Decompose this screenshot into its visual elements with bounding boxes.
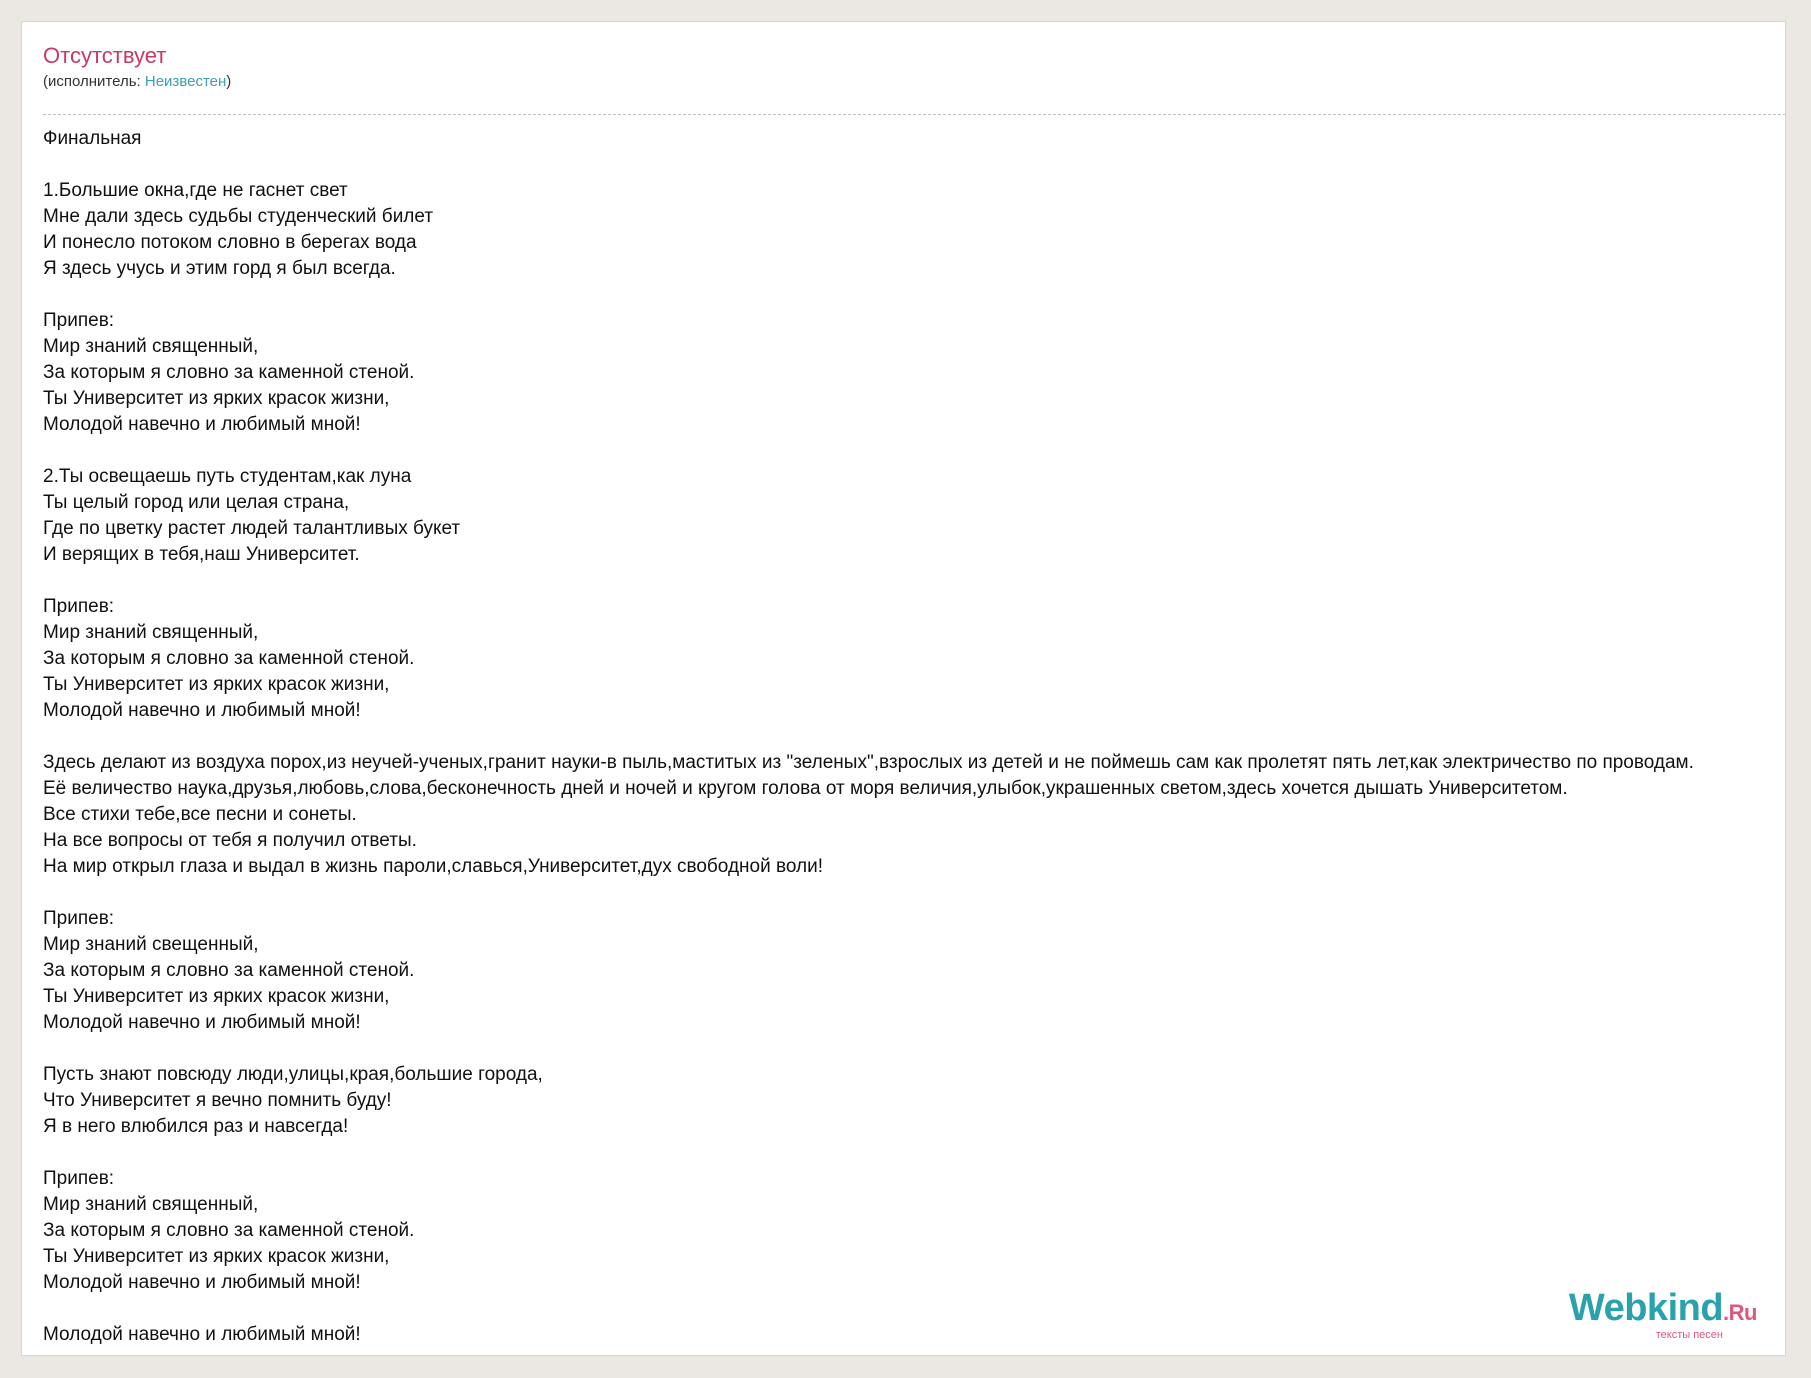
lyrics-text bbox=[43, 126, 1786, 1348]
lyrics-line: Финальная bbox=[43, 128, 142, 149]
lyrics-line: Припев: bbox=[43, 310, 115, 331]
lyrics-line: За которым я словно за каменной стеной. bbox=[43, 1220, 415, 1241]
lyrics-line: Ты Университет из ярких красок жизни, bbox=[43, 674, 390, 695]
artist-suffix: ) bbox=[226, 73, 232, 90]
lyrics-line: Мне дали здесь судьбы студенческий билет bbox=[43, 206, 434, 227]
song-title: Отсутствует bbox=[43, 43, 167, 68]
lyrics-line: Ты целый город или целая страна, bbox=[43, 492, 350, 513]
lyrics-line: Мир знаний священный, bbox=[43, 1194, 259, 1215]
header-divider bbox=[43, 114, 1786, 115]
lyrics-line: 2.Ты освещаешь путь студентам,как луна bbox=[43, 466, 412, 487]
lyrics-line: За которым я словно за каменной стеной. bbox=[43, 960, 415, 981]
lyrics-line: Ты Университет из ярких красок жизни, bbox=[43, 1246, 390, 1267]
logo-wordmark bbox=[1569, 1289, 1757, 1332]
lyrics-line: Её величество наука,друзья,любовь,слова,бесконечность дней и ночей и кругом голова от моря величия,улыбок,украшенных светом,здесь хочется дышать Университетом. bbox=[43, 778, 1568, 799]
lyrics-line: Все стихи тебе,все песни и сонеты. bbox=[43, 804, 357, 825]
lyrics-line: 1.Большие окна,где не гаснет свет bbox=[43, 180, 348, 201]
lyrics-line: За которым я словно за каменной стеной. bbox=[43, 648, 415, 669]
lyrics-line: На все вопросы от тебя я получил ответы. bbox=[43, 830, 417, 851]
lyrics-line: Молодой навечно и любимый мной! bbox=[43, 1272, 361, 1293]
site-logo[interactable] bbox=[1569, 1289, 1757, 1341]
song-header bbox=[43, 42, 1786, 92]
lyrics-line: Молодой навечно и любимый мной! bbox=[43, 1012, 361, 1033]
artist-line bbox=[43, 72, 1786, 92]
lyrics-line: Припев: bbox=[43, 596, 115, 617]
lyrics-page bbox=[21, 21, 1786, 1356]
lyrics-line: Мир знаний священный, bbox=[43, 622, 259, 643]
logo-suffix: .Ru bbox=[1723, 1300, 1757, 1325]
lyrics-line: Где по цветку растет людей талантливых букет bbox=[43, 518, 461, 539]
lyrics-line: Молодой навечно и любимый мной! bbox=[43, 700, 361, 721]
lyrics-line: За которым я словно за каменной стеной. bbox=[43, 362, 415, 383]
lyrics-line: Здесь делают из воздуха порох,из неучей-ученых,гранит науки-в пыль,маститых из "зеленых",взрослых из детей и не поймешь сам как пролетят пять лет,как электричество по проводам. bbox=[43, 752, 1694, 773]
lyrics-line: И понесло потоком словно в берегах вода bbox=[43, 232, 417, 253]
lyrics-line: На мир открыл глаза и выдал в жизнь пароли,славься,Университет,дух свободной воли! bbox=[43, 856, 823, 877]
lyrics-line: Я здесь учусь и этим горд я был всегда. bbox=[43, 258, 396, 279]
artist-prefix: (исполнитель: bbox=[43, 73, 145, 90]
lyrics-line: Молодой навечно и любимый мной! bbox=[43, 414, 361, 435]
lyrics-line: Мир знаний священный, bbox=[43, 336, 259, 357]
lyrics-line: Ты Университет из ярких красок жизни, bbox=[43, 986, 390, 1007]
logo-main-text: Webkind bbox=[1568, 1287, 1724, 1329]
lyrics-line: Я в него влюбился раз и навсегда! bbox=[43, 1116, 349, 1137]
lyrics-line: Молодой навечно и любимый мной! bbox=[43, 1324, 361, 1345]
lyrics-line: Ты Университет из ярких красок жизни, bbox=[43, 388, 390, 409]
lyrics-line: Что Университет я вечно помнить буду! bbox=[43, 1090, 392, 1111]
logo-tagline: тексты песен bbox=[1655, 1329, 1723, 1341]
lyrics-line: Мир знаний свещенный, bbox=[43, 934, 259, 955]
artist-link[interactable]: Неизвестен bbox=[144, 73, 227, 90]
lyrics-line: Пусть знают повсюду люди,улицы,края,большие города, bbox=[43, 1064, 543, 1085]
lyrics-line: Припев: bbox=[43, 908, 115, 929]
lyrics-line: И верящих в тебя,наш Университет. bbox=[43, 544, 360, 565]
lyrics-line: Припев: bbox=[43, 1168, 115, 1189]
